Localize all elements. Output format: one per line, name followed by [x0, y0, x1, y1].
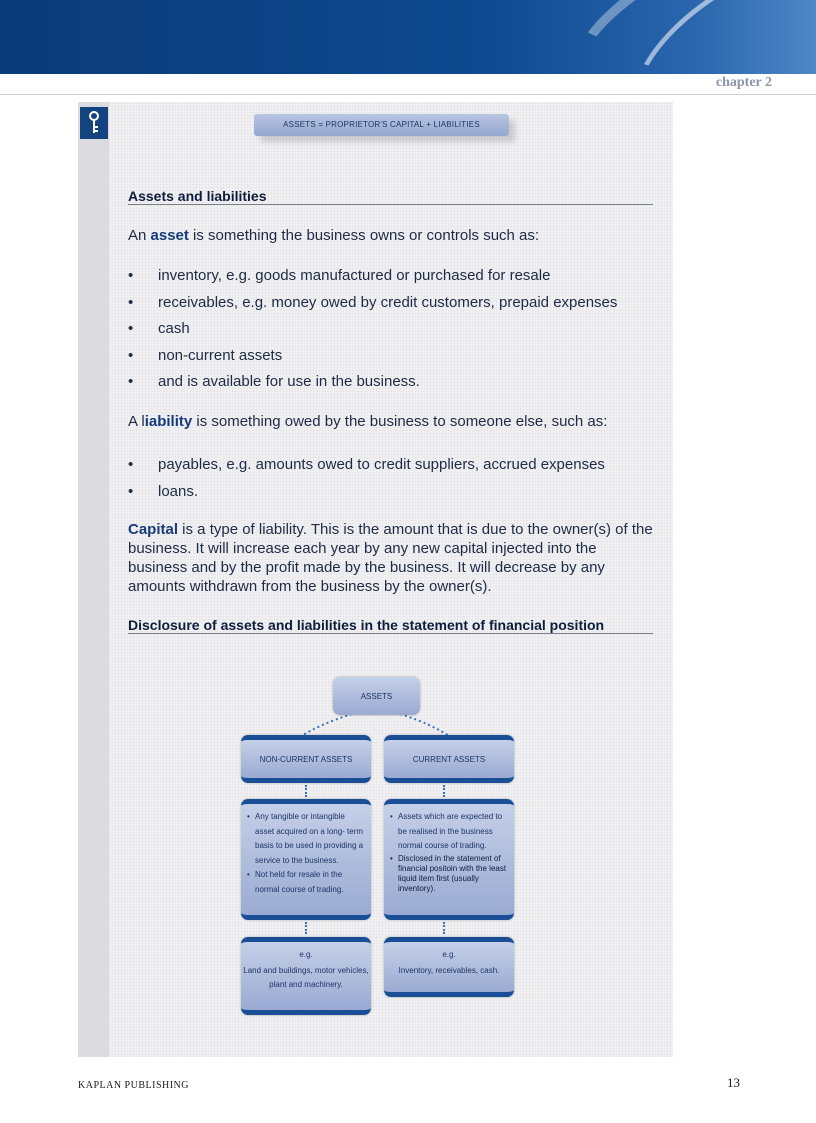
- list-item: • receivables, e.g. money owed by credit customers, prepaid expenses: [128, 293, 618, 311]
- liability-term: iability: [144, 413, 193, 430]
- current-assets-examples: [384, 937, 514, 997]
- bullet-icon: •: [128, 482, 134, 500]
- list-item: • Disclosed in the statement of financial positoin with the least liquid item first (usually inventory).: [398, 854, 508, 894]
- capital-paragraph: Capital is a type of liability. This is the amount that is due to the owner(s) of the business. It will increase each year by any new capital injected into the business and by the profit made by the business. It will decrease by any amounts withdrawn from the business by the owner(s).: [128, 521, 653, 595]
- bullet-icon: •: [128, 293, 134, 311]
- capital-term: Capital: [128, 521, 179, 538]
- connector: [305, 922, 307, 934]
- assets-root-node: ASSETS: [333, 677, 420, 715]
- bullet-icon: •: [128, 267, 134, 284]
- eg-label: e.g.: [299, 950, 313, 959]
- connector: [305, 785, 307, 797]
- connector: [443, 922, 445, 934]
- asset-term: asset: [150, 227, 189, 244]
- list-item: • non-current assets: [128, 346, 283, 364]
- current-assets-node: CURRENT ASSETS: [384, 735, 514, 783]
- liability-intro: A liability is something owed by the business to someone else, such as:: [128, 413, 608, 430]
- chapter-label: chapter 2: [715, 75, 772, 90]
- list-item: • Not held for resale in the normal course of trading.: [255, 868, 365, 897]
- formula-box: ASSETS = PROPRIETOR'S CAPITAL + LIABILITIES: [254, 114, 509, 136]
- bullet-icon: •: [128, 456, 134, 473]
- section-heading-disclosure: Disclosure of assets and liabilities in the statement of financial position: [128, 617, 653, 634]
- section-heading-assets-liabilities: Assets and liabilities: [128, 188, 653, 205]
- list-item: • Any tangible or intangible asset acquired on a long- term basis to be used in providing a service to the business.: [255, 810, 365, 868]
- bullet-icon: •: [128, 320, 134, 337]
- list-item: • Assets which are expected to be realised in the business normal course of trading.: [398, 810, 508, 854]
- page-number: 13: [727, 1075, 740, 1090]
- bullet-icon: •: [128, 346, 134, 364]
- bullet-icon: •: [128, 373, 134, 390]
- non-current-assets-examples: [241, 937, 371, 1015]
- eg-text: Land and buildings, motor vehicles, plant and machinery.: [243, 966, 369, 989]
- connector: [443, 785, 445, 797]
- list-item: • loans.: [128, 482, 199, 500]
- asset-intro: An asset is something the business owns or controls such as:: [128, 227, 540, 244]
- list-item: • inventory, e.g. goods manufactured or purchased for resale: [128, 267, 551, 284]
- current-assets-description: [384, 799, 514, 920]
- non-current-assets-description: [241, 799, 371, 920]
- eg-label: e.g.: [442, 950, 456, 959]
- list-item: • and is available for use in the business.: [128, 373, 420, 390]
- non-current-assets-node: NON-CURRENT ASSETS: [241, 735, 371, 783]
- eg-text: Inventory, receivables, cash.: [398, 966, 500, 975]
- footer-publisher: KAPLAN PUBLISHING: [78, 1080, 190, 1091]
- list-item: • cash: [128, 320, 190, 337]
- list-item: • payables, e.g. amounts owed to credit suppliers, accrued expenses: [128, 456, 605, 473]
